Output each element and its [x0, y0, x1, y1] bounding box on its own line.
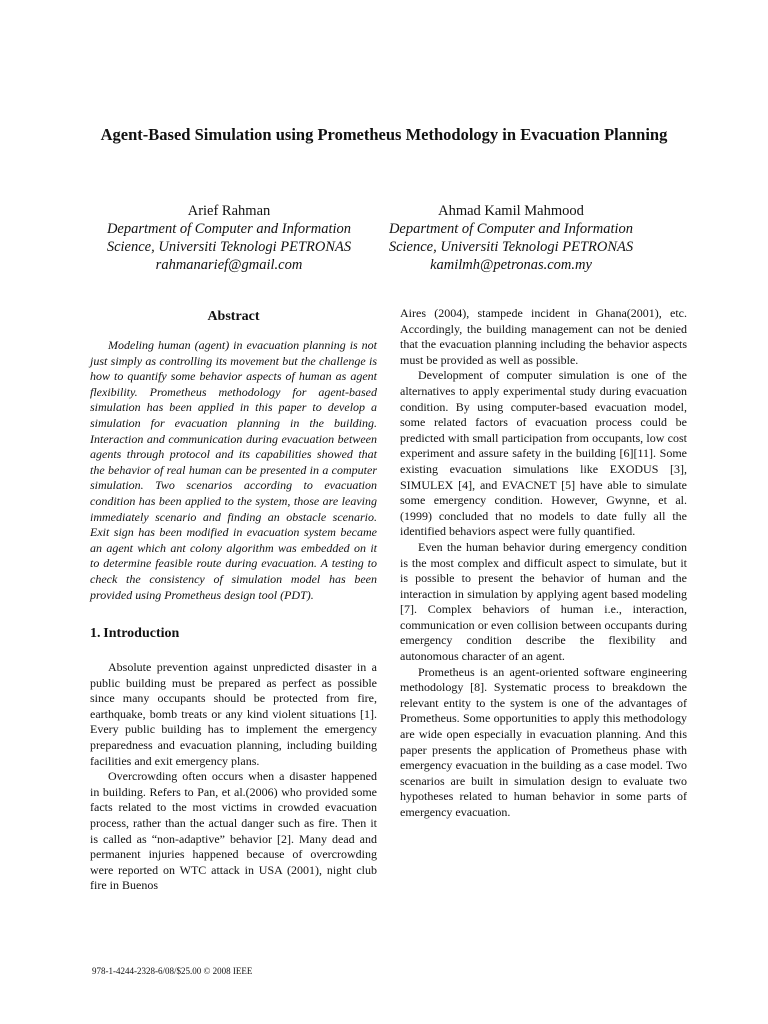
body-paragraph: Overcrowding often occurs when a disaster happened in building. Refers to Pan, et al.(2006) who provided some facts related to the most victims in crowded evacuation process, rather than the actual danger such as fire. Then it is called as “non-adaptive” behavior [2]. Many dead and permanent injuries happened because of overcrowding were reported on WTC attack in USA (2001), night club fire in Buenos — [90, 769, 377, 893]
abstract-heading: Abstract — [207, 309, 260, 324]
abstract-text: Modeling human (agent) in evacuation planning is not just simply as controlling its movement but the challenge is how to quantify some behavior aspects of human as agent flexibility. Prometheus methodology for agent-based simulation has been applied in this paper to develop a simulation for evacuation planning in the building. Interaction and communication during evacuation between agents through protocol and its capabilities showed that the behavior of real human can be presented in a computer simulation. Two scenarios according to evacuation condition has been applied to the system, those are leaving immediately scenario and finding an obstacle scenario. Exit sign has been modified in evacuation system became an agent which ant colony algorithm was embedded on it to determine feasible route during evacuation. A testing to check the consistency of simulation model has been provided using Prometheus design tool (PDT). — [90, 338, 377, 602]
author-block-1 — [84, 202, 374, 274]
body-paragraph: Development of computer simulation is one of the alternatives to apply experimental study during evacuation condition. By using computer-based evacuation model, some related factors of evacuation process could be predicted with small participation from occupants, low cost experiment and assure safety in the building [6][11]. Some existing evacuation simulations like EXODUS [3], SIMULEX [4], and EVACNET [5] have able to simulate some emergency condition. However, Gwynne, et al. (1999) concluded that no models to date fully all the identified behaviors aspect were fully quantified. — [400, 368, 687, 539]
author-affiliation: Department of Computer and Information Science, Universiti Teknologi PETRONAS — [388, 221, 634, 255]
author-affiliation: Department of Computer and Information Science, Universiti Teknologi PETRONAS — [106, 221, 352, 255]
author-name: Ahmad Kamil Mahmood — [438, 203, 584, 219]
body-paragraph: Absolute prevention against unpredicted disaster in a public building must be prepared as perfect as possible since many occupants should be protected from fire, earthquake, bomb treats or any kind violent situations [1]. Every public building has to implement the emergency preparedness and evacuation planning, including building facilities and exit emergency plans. — [90, 660, 377, 768]
author-name: Arief Rahman — [187, 203, 271, 219]
left-column — [90, 308, 377, 894]
author-block-2 — [366, 202, 656, 274]
paper-title: Agent-Based Simulation using Prometheus Methodology in Evacuation Planning — [100, 125, 668, 144]
author-email: kamilmh@petronas.com.my — [430, 257, 592, 273]
copyright-footer: 978-1-4244-2328-6/08/$25.00 © 2008 IEEE — [92, 966, 253, 976]
body-paragraph: Even the human behavior during emergency condition is the most complex and difficult aspect to simulate, but it is possible to present the behavior of human and the interaction in simulation by applying agent based modeling [7]. Complex behaviors of human i.e., interaction, communication or even collision between occupants during emergency condition describe the flexibility and autonomous character of an agent. — [400, 539, 687, 664]
body-paragraph: Prometheus is an agent-oriented software engineering methodology [8]. Systematic process to breakdown the relevant entity to the system is one of the advantages of Prometheus. Some opportunities to apply this methodology are wide open especially in evacuation planning. And this paper presents the application of Prometheus phase with emergency evacuation in the building as a case model. Two scenarios are built in simulation design to evaluate two hypotheses related to human behavior in some parts of emergency evacuation. — [400, 664, 687, 819]
section-heading-introduction: 1. Introduction — [90, 626, 180, 642]
body-paragraph: Aires (2004), stampede incident in Ghana(2001), etc. Accordingly, the building management can not be denied that the evacuation planning including the behavior aspects must be provided as well as possible. — [400, 306, 687, 367]
author-email: rahmanarief@gmail.com — [155, 257, 303, 273]
right-column — [400, 306, 687, 821]
